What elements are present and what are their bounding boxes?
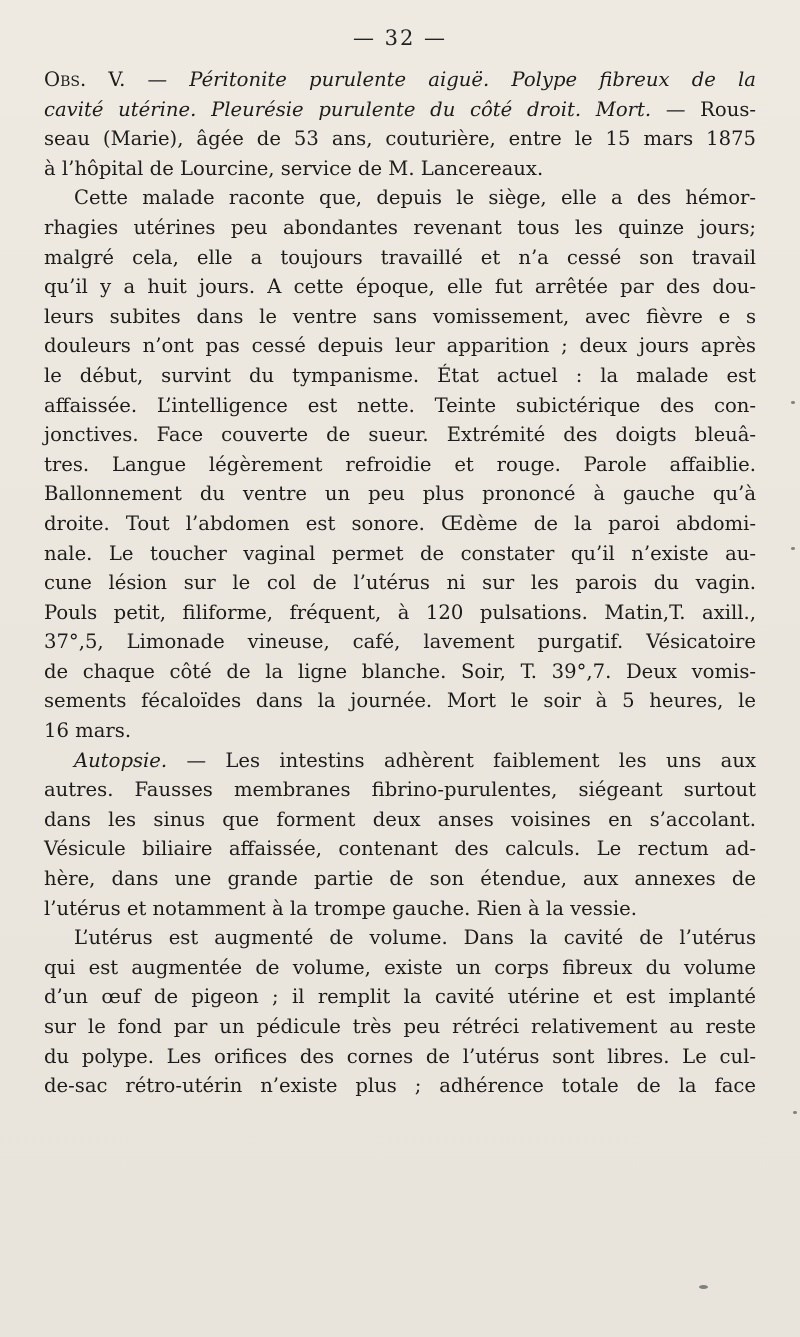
paper-speck [793,1111,797,1114]
autopsy-heading-line: Autopsie. — Les intestins adhèrent faiblement les uns aux [74,748,756,772]
text-line: du polype. Les orifices des cornes de l’utérus sont libres. Le cul- [44,1044,756,1068]
text-line: Ballonnement du ventre un peu plus prononcé à gauche qu’à [44,482,756,506]
text-line: rhagies utérines peu abondantes revenant tous les quinze jours; [44,215,756,239]
observation-label: Obs. V. [44,68,126,91]
text-line: droite. Tout l’abdomen est sonore. Œdème de la paroi abdomi- [44,511,756,535]
text-line: l’utérus et notamment à la trompe gauche. Rien à la vessie. [44,896,637,920]
text-line: douleurs n’ont pas cessé depuis leur apparition ; deux jours après [44,334,756,358]
text-line: cune lésion sur le col de l’utérus ni sur les parois du vagin. [44,571,756,595]
observation-text [44,65,756,1101]
text-line: de-sac rétro-utérin n’existe plus ; adhérence totale de la face [44,1074,756,1098]
text-line: L’utérus est augmenté de volume. Dans la cavité de l’utérus [74,926,756,950]
paper-speck [699,1285,708,1289]
text-line: 16 mars. [44,719,132,743]
paper-speck [791,401,795,404]
text-line: sements fécaloïdes dans la journée. Mort le soir à 5 heures, le [44,689,756,713]
text-line: Cette malade raconte que, depuis le siège, elle a des hémor- [74,186,756,210]
text-line: qu’il y a huit jours. A cette époque, elle fut arrêtée par des dou- [44,275,756,299]
text-line: le début, survint du tympanisme. État actuel : la malade est [44,363,756,387]
text-line: hère, dans une grande partie de son étendue, aux annexes de [44,867,756,891]
text-line: sur le fond par un pédicule très peu rétréci relativement au reste [44,1015,756,1038]
text-line: malgré cela, elle a toujours travaillé et n’a cessé son travail [44,245,756,269]
text-line: qui est augmentée de volume, existe un corps fibreux du volume [44,955,756,979]
text-line: affaissée. L’intelligence est nette. Teinte subictérique des con- [44,393,756,417]
text-line: Vésicule biliaire affaissée, contenant des calculs. Le rectum ad- [44,837,756,861]
observation-heading-line-1: Obs. V. — Péritonite purulente aiguë. Polype fibreux de la [44,68,756,91]
text-line: de chaque côté de la ligne blanche. Soir, T. 39°,7. Deux vomis- [44,659,756,683]
text-line: 37°,5, Limonade vineuse, café, lavement purgatif. Vésicatoire [44,630,756,654]
text-line: leurs subites dans le ventre sans vomissement, avec fièvre e s [44,304,756,328]
autopsy-label: Autopsie. [74,748,168,772]
observation-title-cont: cavité utérine. Pleurésie purulente du côté droit. Mort. [44,97,652,121]
text-line: tres. Langue légèrement refroidie et rouge. Parole affaiblie. [44,452,756,476]
text-line: à l’hôpital de Lourcine, service de M. Lancereaux. [44,156,544,180]
text-line: autres. Fausses membranes fibrino-purulentes, siégeant surtout [44,778,756,802]
text-line: jonctives. Face couverte de sueur. Extrémité des doigts bleuâ- [44,423,756,447]
text-line: Pouls petit, filiforme, fréquent, à 120 pulsations. Matin,T. axill., [44,600,756,624]
text-line: seau (Marie), âgée de 53 ans, couturière, entre le 15 mars 1875 [44,127,756,151]
observation-heading-line-2: cavité utérine. Pleurésie purulente du côté droit. Mort. — Rous- [44,97,757,121]
text-line: d’un œuf de pigeon ; il remplit la cavité utérine et est implanté [44,985,756,1009]
observation-title: Péritonite purulente aiguë. Polype fibreux de la [189,68,756,91]
text-line: nale. Le toucher vaginal permet de constater qu’il n’existe au- [44,541,756,565]
page-number: — 32 — [352,26,448,50]
text-line: dans les sinus que forment deux anses voisines en s’accolant. [44,807,756,831]
paper-speck [791,547,795,550]
